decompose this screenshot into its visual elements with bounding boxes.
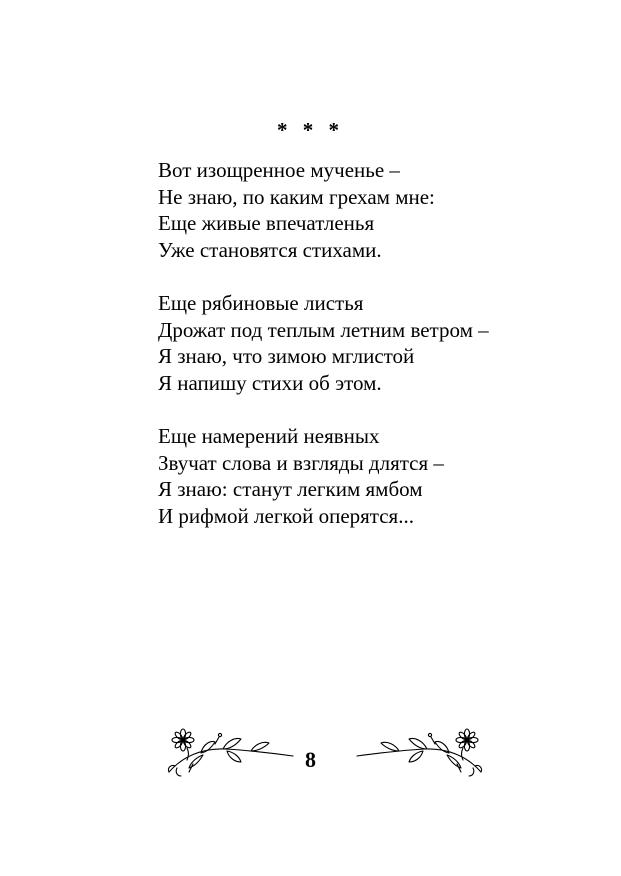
poem-line: Еще намерений неявных bbox=[158, 424, 380, 448]
poem-line: Я знаю, что зимою мглистой bbox=[158, 344, 415, 368]
poem-line: Не знаю, по каким грехам мне: bbox=[158, 184, 435, 209]
page-footer bbox=[0, 722, 621, 782]
poem bbox=[158, 157, 598, 556]
page-number: 8 bbox=[305, 747, 316, 772]
stanza bbox=[158, 290, 598, 396]
poem-line: Дрожат под теплым летним ветром – bbox=[158, 317, 489, 342]
stanza bbox=[158, 423, 598, 529]
poem-line: Звучат слова и взгляды длятся – bbox=[158, 450, 444, 475]
stanza bbox=[158, 157, 598, 263]
poem-line: И рифмой легкой оперятся... bbox=[158, 503, 414, 528]
poem-line: Еще рябиновые листья bbox=[158, 291, 364, 315]
poem-line: Вот изощренное мученье – bbox=[158, 158, 400, 182]
floral-vine-icon bbox=[352, 722, 487, 780]
poem-line: Еще живые впечатленья bbox=[158, 211, 375, 235]
poem-line: Я знаю: станут легким ямбом bbox=[158, 477, 423, 501]
poem-line: Я напишу стихи об этом. bbox=[158, 370, 382, 395]
section-separator: * * * bbox=[277, 118, 344, 142]
poem-line: Уже становятся стихами. bbox=[158, 237, 382, 262]
